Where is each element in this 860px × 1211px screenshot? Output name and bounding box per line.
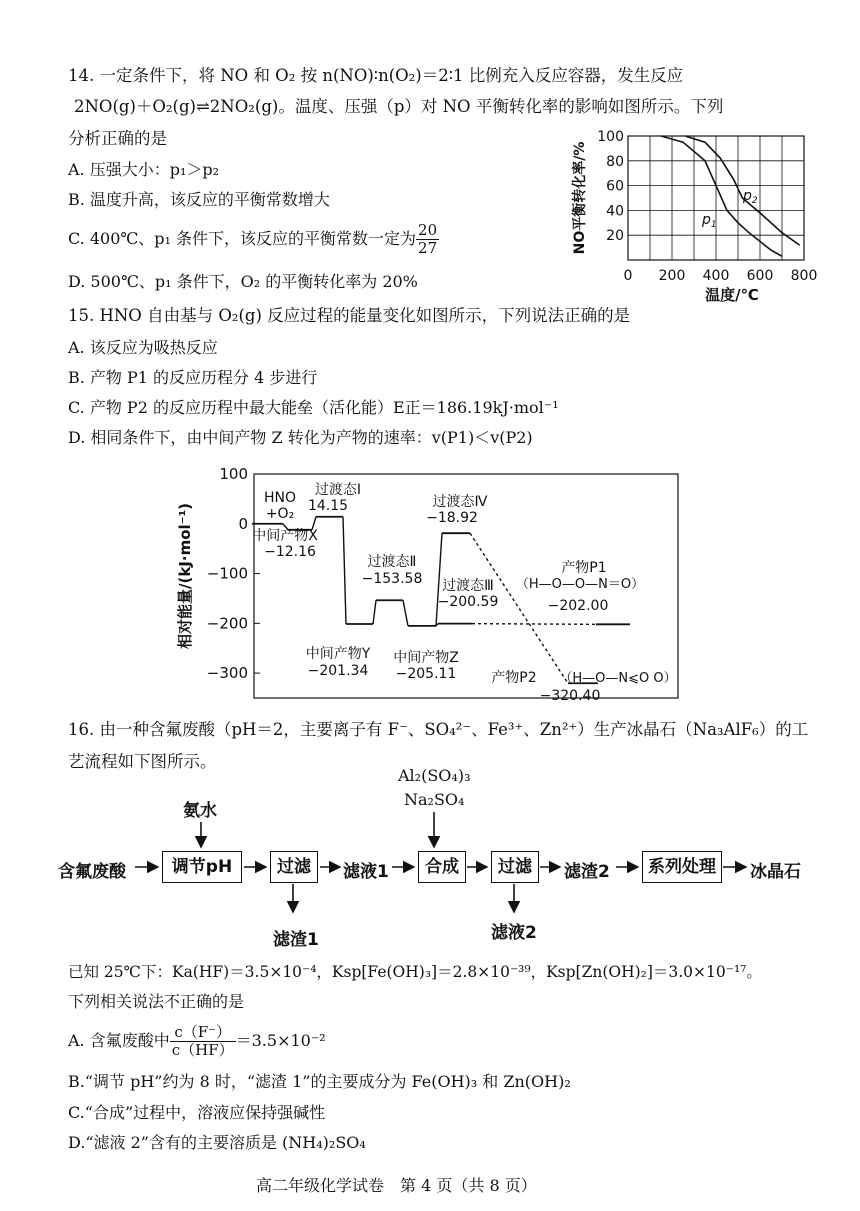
chart2-y-tick: −100 [206,564,248,583]
q14-option-a: A. 压强大小：p₁＞p₂ [68,160,220,179]
q14-option-d: D. 500℃、p₁ 条件下，O₂ 的平衡转化率为 20% [68,272,418,291]
fraction-20-27: $\frac{20}{27}$ [418,221,438,257]
chart2-y-axis-label: 相对能量/(kJ·mol⁻¹) [176,502,194,650]
reagent-na2so4: Na₂SO₄ [404,790,465,809]
flow-box-synthesis: 合成 [418,851,466,883]
flow-residue-2: 滤渣2 [564,862,610,882]
flow-box-filter-2: 过滤 [491,851,539,883]
chart2-connector [403,600,408,626]
process-flow [0,760,860,950]
chart1-y-tick: 40 [606,203,624,220]
chart1-series-1 [661,136,782,256]
flow-arrows [0,760,860,950]
chart1-y-axis-label: NO平衡转化率/% [572,141,588,255]
q14-option-c [68,222,439,257]
chart1-x-tick: 600 [746,268,774,284]
q16-option-c: C.“合成”过程中，溶液应保持强碱性 [68,1103,326,1122]
q16-option-d: D.“滤液 2”含有的主要溶质是 (NH₄)₂SO₄ [68,1133,366,1152]
q16-option-a [68,1024,326,1059]
flow-box-series-treatment: 系列处理 [642,851,722,883]
flow-end: 冰晶石 [750,862,801,882]
level-label-ts2: 过渡态Ⅱ [367,554,417,570]
chart1-x-tick: 800 [790,268,818,284]
flow-start: 含氟废酸 [58,862,126,882]
level-value-x: −12.16 [264,544,316,560]
chart1-x-tick: 400 [702,268,730,284]
q14-line1: 14. 一定条件下，将 NO 和 O₂ 按 n(NO)∶n(O₂)＝2∶1 比例充入反应容器，发生反应 [68,66,684,85]
level-label-ts4: 过渡态Ⅳ [432,494,488,510]
chart2-dotted-connector [472,624,596,625]
p1-label: $p_1$ [702,212,717,230]
level-value-z: −205.11 [395,666,457,682]
level-value-ts3: −200.59 [437,594,499,610]
chart2-connector [373,600,376,624]
chart1-x-tick: 200 [658,268,686,284]
q15-line1: 15. HNO 自由基与 O₂(g) 反应过程的能量变化如图所示，下列说法正确的是 [68,306,631,325]
q16-stem: 下列相关说法不正确的是 [68,992,245,1011]
flow-residue-1: 滤渣1 [273,930,319,950]
level-label-ts1: 过渡态Ⅰ [314,482,362,498]
no-conversion-chart [560,126,825,306]
q16-line2: 艺流程如下图所示。 [68,752,217,771]
page-footer: 高二年级化学试卷 第 4 页（共 8 页） [256,1176,537,1195]
chart1-x-tick: 0 [623,268,633,284]
level-label-o2: +O₂ [265,506,295,522]
chart1-y-tick: 80 [606,153,624,170]
level-label-ts3: 过渡态Ⅲ [442,578,494,594]
q16-known-constants: 已知 25℃下：Ka(HF)＝3.5×10⁻⁴，Ksp[Fe(OH)₃]＝2.8×10⁻³⁹，Ksp[Zn(OH)₂]＝3.0×10⁻¹⁷。 [68,963,762,981]
q16-option-b: B.“调节 pH”约为 8 时，“滤渣 1”的主要成分为 Fe(OH)₃ 和 Zn(OH)₂ [68,1072,571,1091]
level-label-hno: HNO [263,490,297,506]
q15-option-d: D. 相同条件下，由中间产物 Z 转化为产物的速率：v(P1)＜v(P2) [68,428,533,447]
level-label-y: 中间产物Y [305,646,371,662]
level-label-z: 中间产物Z [393,650,459,666]
level-value-ts4: −18.92 [426,510,478,526]
reagent-ammonia: 氨水 [183,801,217,821]
level-value-y: −201.34 [307,663,369,679]
chart2-y-tick: 0 [238,514,248,533]
level-formula-p2: （H—O—N⩽O O） [559,671,677,686]
level-label-p1: 产物P1 [561,560,607,576]
level-value-p1: −202.00 [547,598,609,614]
q16-line1: 16. 由一种含氟废酸（pH＝2，主要离子有 F⁻、SO₄²⁻、Fe³⁺、Zn²⁺）生产冰晶石（Na₃AlF₆）的工 [68,720,809,739]
level-value-ts1: 14.15 [307,498,349,514]
chart2-y-tick: 100 [219,465,248,483]
q14-option-c-text: C. 400℃、p₁ 条件下，该反应的平衡常数一定为 [68,229,417,248]
flow-box-adjust-ph: 调节pH [162,851,242,883]
chart2-connector [436,533,442,626]
level-value-ts2: −153.58 [361,571,423,587]
chart2-y-tick: −200 [206,614,248,633]
energy-profile-chart [170,464,700,700]
level-label-x: 中间产物X [252,528,318,544]
chart2-connector [343,517,346,624]
q16-option-a-post: ＝3.5×10⁻² [235,1031,326,1050]
chart1-y-tick: 20 [606,228,624,245]
q14-option-b: B. 温度升高，该反应的平衡常数增大 [68,190,330,209]
level-formula-p1: （H—O—O—N＝O） [515,577,645,592]
chart1-y-tick: 60 [606,178,624,195]
reagent-al2so43: Al₂(SO₄)₃ [398,766,471,785]
p2-label: $p_2$ [743,188,758,206]
chart2-y-tick: −300 [206,664,248,683]
flow-filtrate-1: 滤液1 [343,862,389,882]
level-value-p2: −320.40 [539,688,601,700]
q15-option-c: C. 产物 P2 的反应历程中最大能垒（活化能）E正＝186.19kJ·mol⁻¹ [68,398,559,417]
q16-option-a-pre: A. 含氟废酸中 [68,1031,170,1050]
level-label-p2: 产物P2 [491,670,537,686]
chart1-y-tick: 100 [597,129,624,145]
q15-option-a: A. 该反应为吸热反应 [68,338,218,357]
q14-line2: 2NO(g)＋O₂(g)⇌2NO₂(g)。温度、压强（p）对 NO 平衡转化率的影响如图所示。下列 [74,97,724,116]
q14-line3: 分析正确的是 [68,129,167,148]
fraction-f-over-hf: $\frac{c(F^-)}{c(HF)}$ [171,1023,234,1059]
chart1-x-axis-label: 温度/℃ [705,286,759,304]
flow-box-filter-1: 过滤 [270,851,318,883]
q15-option-b: B. 产物 P1 的反应历程分 4 步进行 [68,368,318,387]
flow-filtrate-2: 滤液2 [491,923,537,943]
